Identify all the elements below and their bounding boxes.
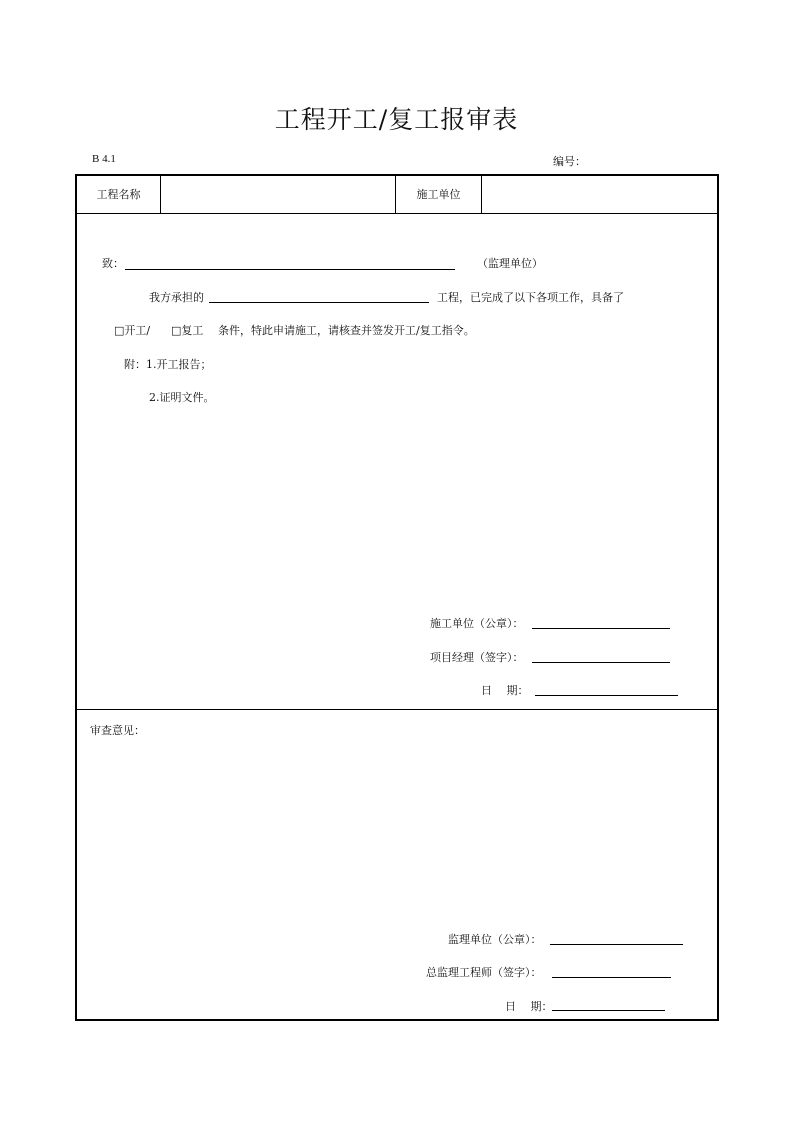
date-label: 日 期：	[481, 684, 529, 697]
checkbox-resume[interactable]: □复工	[171, 324, 204, 337]
application-section	[77, 214, 717, 710]
to-suffix: （监理单位）	[477, 257, 543, 270]
supervisor-seal-input[interactable]	[550, 944, 683, 945]
project-name-label: 工程名称	[96, 188, 141, 201]
to-label: 致：	[102, 257, 124, 270]
supervisor-seal-label: 监理单位（公章）：	[448, 933, 542, 946]
chief-engineer-label: 总监理工程师（签字）：	[426, 966, 542, 979]
attachment-2: 2.证明文件。	[149, 391, 215, 404]
attachment-1: 附：1.开工报告；	[124, 358, 212, 371]
header-row	[77, 176, 717, 214]
date-input[interactable]	[535, 695, 678, 696]
form-table	[75, 174, 719, 1021]
page-title: 工程开工/复工报审表	[274, 105, 519, 134]
project-manager-label: 项目经理（签字）：	[430, 651, 524, 664]
review-opinion-label: 审查意见：	[90, 724, 145, 737]
project-name-field[interactable]	[161, 176, 395, 213]
checkbox-start[interactable]: □开工/	[114, 324, 151, 337]
review-date-label: 日 期：	[505, 1000, 553, 1013]
project-input[interactable]	[209, 302, 429, 303]
contractor-seal-label: 施工单位（公章）：	[430, 617, 524, 630]
line2-text: 条件，特此申请施工，请核查并签发开工/复工指令。	[218, 324, 475, 337]
contractor-seal-input[interactable]	[532, 628, 670, 629]
review-section	[77, 710, 717, 1019]
project-manager-input[interactable]	[532, 662, 670, 663]
line1-prefix: 我方承担的	[149, 291, 204, 304]
review-date-input[interactable]	[552, 1010, 665, 1011]
contractor-label: 施工单位	[416, 188, 461, 201]
contractor-field[interactable]	[482, 176, 717, 213]
supervisor-unit-input[interactable]	[125, 269, 455, 270]
serial-number-label: 编号：	[553, 155, 586, 168]
form-code: B 4.1	[92, 153, 116, 165]
chief-engineer-input[interactable]	[552, 977, 671, 978]
line1-suffix: 工程，已完成了以下各项工作，具备了	[437, 291, 624, 304]
